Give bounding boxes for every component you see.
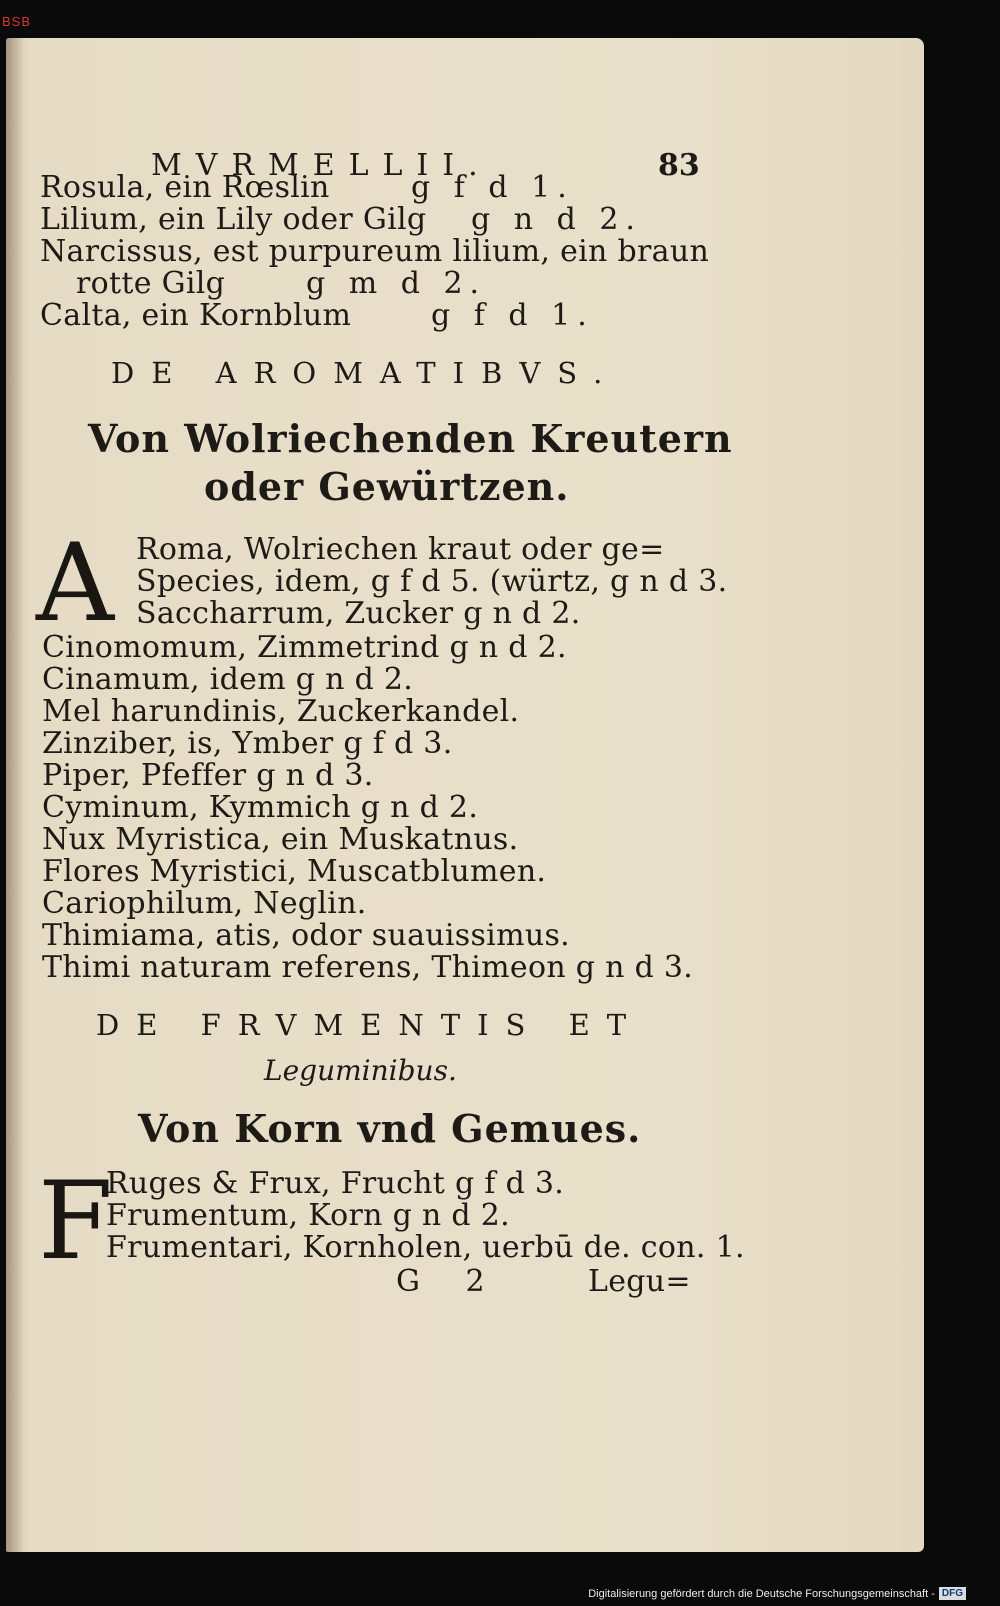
entry-line: Cyminum, Kymmich g n d 2. (42, 790, 479, 825)
footer-text: Digitalisierung gefördert durch die Deutsche Forschungsgemeinschaft - (588, 1587, 935, 1600)
catchword: Legu= (588, 1264, 691, 1299)
entry-line: Rosula, ein Rœslin (40, 170, 330, 205)
section-heading-german: Von Wolriechenden Kreutern (88, 416, 733, 461)
section-heading-german: Von Korn vnd Gemues. (138, 1106, 642, 1151)
library-mark: BSB (2, 14, 32, 29)
drop-cap-a: A (36, 521, 114, 646)
entry-line: rotte Gilg (76, 266, 226, 301)
entry-grammar: g n d 2. (471, 202, 642, 237)
entry-line: Nux Myristica, ein Muskatnus. (42, 822, 519, 857)
entry-line: Frumentum, Korn g n d 2. (106, 1198, 510, 1233)
entry-line: Thimiama, atis, odor suauissimus. (42, 918, 570, 953)
footer-credit (588, 1587, 966, 1600)
dfg-logo: DFG (939, 1587, 966, 1600)
section-heading-latin: DE AROMATIBVS. (111, 356, 620, 390)
entry-line: Species, idem, g f d 5. (würtz, g n d 3. (136, 564, 728, 599)
entry-line: Piper, Pfeffer g n d 3. (42, 758, 374, 793)
entry-line: Cinomomum, Zimmetrind g n d 2. (42, 630, 567, 665)
page-number: 83 (658, 148, 700, 183)
entry-grammar: g f d 1. (411, 170, 574, 205)
entry-grammar: g f d 1. (431, 298, 594, 333)
entry-line: Zinziber, is, Ymber g f d 3. (42, 726, 453, 761)
entry-line: Thimi naturam referens, Thimeon g n d 3. (42, 950, 694, 985)
section-heading-latin: DE FRVMENTIS ET (96, 1008, 644, 1042)
entry-line: Cinamum, idem g n d 2. (42, 662, 414, 697)
running-head: MVRMELLII. (151, 148, 492, 183)
section-heading-german-2: oder Gewürtzen. (204, 464, 570, 509)
entry-line: Frumentari, Kornholen, uerbū de. con. 1. (106, 1230, 745, 1265)
entry-line: Lilium, ein Lily oder Gilg (40, 202, 427, 237)
entry-line: Ruges & Frux, Frucht g f d 3. (106, 1166, 565, 1201)
book-page (6, 38, 924, 1552)
entry-line: Mel harundinis, Zuckerkandel. (42, 694, 520, 729)
entry-line: Cariophilum, Neglin. (42, 886, 367, 921)
entry-line: Flores Myristici, Muscatblumen. (42, 854, 547, 889)
drop-cap-f: F (38, 1159, 113, 1284)
entry-line: Roma, Wolriechen kraut oder ge= (136, 532, 665, 567)
entry-line: Narcissus, est purpureum lilium, ein braun (40, 234, 710, 269)
entry-line: Calta, ein Kornblum (40, 298, 352, 333)
entry-line: Saccharrum, Zucker g n d 2. (136, 596, 581, 631)
entry-grammar: g m d 2. (306, 266, 487, 301)
section-heading-latin-sub: Leguminibus. (264, 1054, 457, 1087)
signature-mark: G 2 (396, 1264, 503, 1299)
